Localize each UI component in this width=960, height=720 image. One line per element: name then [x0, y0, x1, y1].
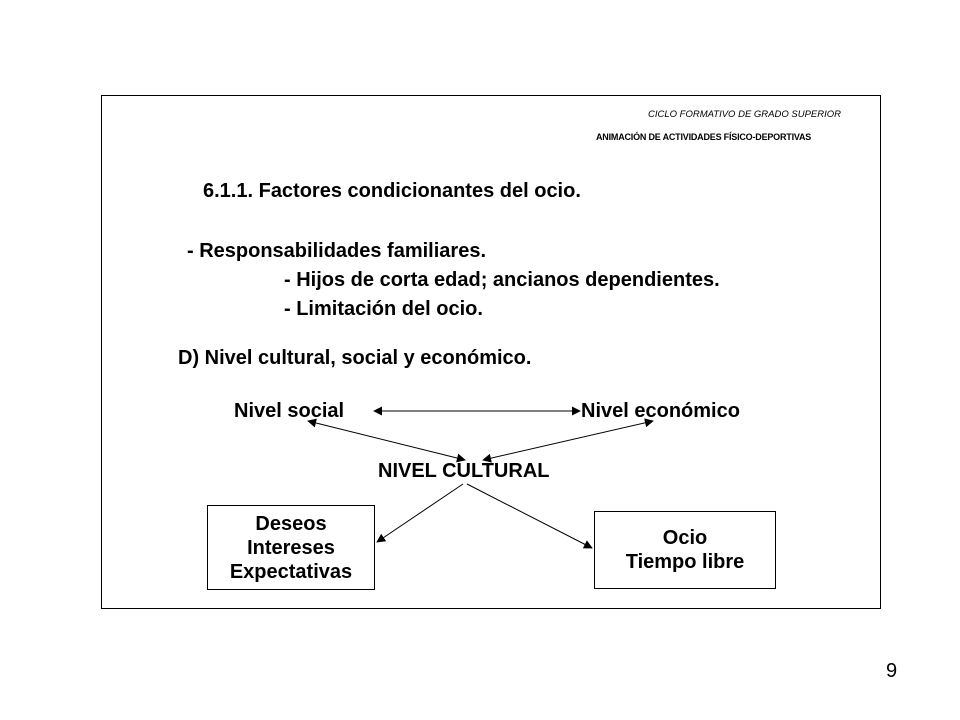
- list-subitem: - Limitación del ocio.: [284, 298, 483, 320]
- box-line: Expectativas: [229, 560, 353, 583]
- header-course-level: CICLO FORMATIVO DE GRADO SUPERIOR: [648, 109, 842, 120]
- arrow-social-cultural: [308, 421, 465, 460]
- subsection-title: D) Nivel cultural, social y económico.: [178, 347, 532, 369]
- arrow-cultural-deseos: [377, 484, 463, 542]
- section-title: 6.1.1. Factores condicionantes del ocio.: [203, 180, 581, 202]
- box-line: Intereses: [247, 536, 335, 559]
- arrow-cultural-ocio: [467, 484, 592, 548]
- box-line: Tiempo libre: [625, 551, 745, 573]
- page-number: 9: [886, 660, 898, 682]
- header-course-name: ANIMACIÓN DE ACTIVIDADES FÍSICO-DEPORTIVAS: [596, 132, 812, 142]
- arrow-economico-cultural: [483, 421, 653, 460]
- node-nivel-economico: Nivel económico: [581, 400, 740, 422]
- list-subitem: - Hijos de corta edad; ancianos dependientes.: [284, 269, 720, 291]
- box-line: Deseos: [255, 512, 327, 535]
- node-nivel-social: Nivel social: [234, 400, 345, 422]
- box-line: Ocio: [662, 527, 708, 549]
- node-nivel-cultural: NIVEL CULTURAL: [378, 460, 550, 482]
- list-item: - Responsabilidades familiares.: [187, 240, 486, 262]
